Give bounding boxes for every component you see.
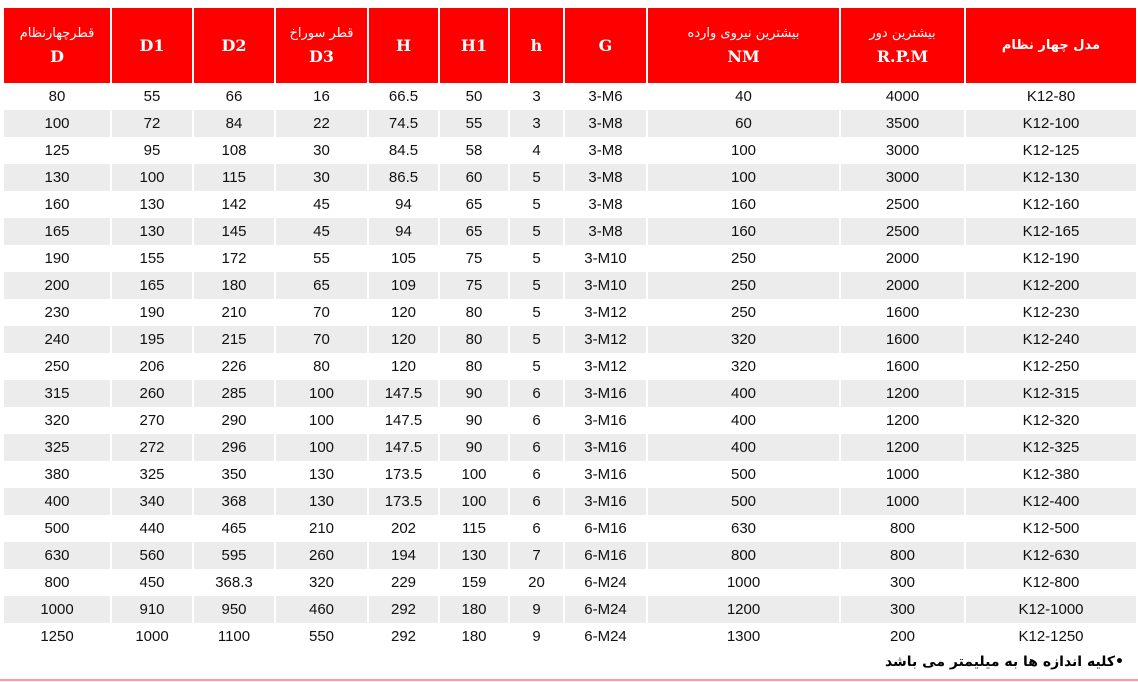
- cell-d: 400: [4, 488, 111, 515]
- cell-d: 165: [4, 218, 111, 245]
- table-body: [4, 83, 1136, 650]
- table-row: [4, 164, 1136, 191]
- cell-d2: 108: [193, 137, 275, 164]
- cell-model: K12-320: [965, 407, 1136, 434]
- cell-g: 3-M10: [564, 245, 647, 272]
- cell-rpm: 3000: [840, 137, 965, 164]
- cell-d: 325: [4, 434, 111, 461]
- cell-d3: 22: [275, 110, 368, 137]
- table-row: [4, 218, 1136, 245]
- cell-d2: 180: [193, 272, 275, 299]
- col-header-d-en: D: [50, 46, 64, 66]
- cell-h1: 115: [439, 515, 509, 542]
- cell-d3: 210: [275, 515, 368, 542]
- cell-d3: 70: [275, 326, 368, 353]
- cell-d1: 155: [111, 245, 193, 272]
- col-header-d-fa: قطرچهارنظام: [19, 25, 95, 41]
- cell-h-lower: 9: [509, 623, 564, 650]
- cell-rpm: 2500: [840, 191, 965, 218]
- cell-h1: 90: [439, 434, 509, 461]
- cell-g: 3-M16: [564, 434, 647, 461]
- cell-d3: 130: [275, 461, 368, 488]
- col-header-h-lower: [509, 8, 564, 83]
- cell-model: K12-1250: [965, 623, 1136, 650]
- cell-h-upper: 173.5: [368, 461, 439, 488]
- cell-rpm: 1000: [840, 488, 965, 515]
- cell-d3: 80: [275, 353, 368, 380]
- cell-d2: 215: [193, 326, 275, 353]
- cell-d3: 16: [275, 83, 368, 110]
- cell-g: 3-M8: [564, 191, 647, 218]
- cell-d1: 130: [111, 218, 193, 245]
- cell-h1: 80: [439, 353, 509, 380]
- cell-rpm: 1600: [840, 353, 965, 380]
- cell-g: 3-M16: [564, 380, 647, 407]
- col-header-nm-fa: بیشترین نیروی وارده: [687, 25, 800, 41]
- cell-h-upper: 105: [368, 245, 439, 272]
- cell-d3: 100: [275, 380, 368, 407]
- cell-d: 230: [44, 304, 70, 321]
- table-row: [4, 407, 1136, 434]
- cell-rpm: 1200: [840, 407, 965, 434]
- cell-d: 800: [44, 574, 70, 591]
- cell-h-upper: 292: [368, 596, 439, 623]
- cell-d1: 130: [111, 191, 193, 218]
- cell-d3: 460: [275, 596, 368, 623]
- cell-g: 3-M16: [564, 488, 647, 515]
- cell-h-upper: 120: [368, 326, 439, 353]
- cell-g: 3-M6: [564, 83, 647, 110]
- cell-d3: 30: [275, 137, 368, 164]
- cell-g: 3-M12: [564, 326, 647, 353]
- cell-d2: 145: [193, 218, 275, 245]
- cell-g: 3-M16: [564, 407, 647, 434]
- table-row: [4, 326, 1136, 353]
- cell-nm: 40: [647, 83, 840, 110]
- cell-d1: 560: [111, 542, 193, 569]
- cell-d: 190: [44, 250, 70, 267]
- cell-h-upper: 84.5: [368, 137, 439, 164]
- bottom-divider: [0, 679, 1138, 681]
- cell-d2: 368.3: [193, 569, 275, 596]
- cell-rpm: 2000: [840, 272, 965, 299]
- cell-g: 6-M24: [564, 596, 647, 623]
- cell-nm: 800: [647, 542, 840, 569]
- cell-h-upper: 120: [368, 299, 439, 326]
- table-row: [4, 623, 1136, 650]
- cell-model: K12-100: [965, 110, 1136, 137]
- cell-g: 3-M8: [564, 137, 647, 164]
- cell-rpm: 1200: [840, 380, 965, 407]
- cell-nm: 100: [647, 164, 840, 191]
- cell-d1: 270: [111, 407, 193, 434]
- cell-rpm: 1600: [840, 326, 965, 353]
- cell-rpm: 2500: [840, 218, 965, 245]
- table-row: [4, 83, 1136, 110]
- cell-d2: 350: [193, 461, 275, 488]
- cell-model: K12-130: [965, 164, 1136, 191]
- cell-d: 380: [44, 466, 70, 483]
- cell-d3: 45: [275, 191, 368, 218]
- col-header-d3-en: D3: [308, 46, 334, 66]
- cell-h-lower: 6: [509, 461, 564, 488]
- col-header-d1: [111, 8, 193, 83]
- cell-model: K12-800: [965, 569, 1136, 596]
- cell-d: 100: [4, 110, 111, 137]
- cell-d1: 165: [111, 272, 193, 299]
- table-row: [4, 191, 1136, 218]
- cell-d3: 30: [275, 164, 368, 191]
- cell-nm: 160: [647, 218, 840, 245]
- cell-nm: 400: [647, 434, 840, 461]
- cell-h1: 90: [439, 407, 509, 434]
- col-header-g-label: G: [598, 36, 613, 55]
- cell-h1: 60: [439, 164, 509, 191]
- cell-d2: 285: [193, 380, 275, 407]
- cell-d3: 55: [275, 245, 368, 272]
- cell-h-upper: 202: [368, 515, 439, 542]
- cell-h1: 180: [439, 623, 509, 650]
- cell-nm: 60: [647, 110, 840, 137]
- cell-nm: 100: [647, 137, 840, 164]
- cell-d2: 1100: [193, 623, 275, 650]
- table-row: [4, 299, 1136, 326]
- cell-d1: 340: [111, 488, 193, 515]
- cell-d2: 290: [193, 407, 275, 434]
- cell-model: K12-400: [965, 488, 1136, 515]
- cell-rpm: 1600: [840, 299, 965, 326]
- cell-d2: 595: [193, 542, 275, 569]
- cell-h-upper: 173.5: [368, 488, 439, 515]
- cell-h-lower: 5: [509, 245, 564, 272]
- cell-d3: 260: [275, 542, 368, 569]
- cell-model: K12-250: [965, 353, 1136, 380]
- cell-d1: 55: [111, 83, 193, 110]
- cell-h1: 100: [439, 488, 509, 515]
- cell-h1: 80: [439, 299, 509, 326]
- cell-d2: 950: [193, 596, 275, 623]
- cell-nm: 500: [647, 461, 840, 488]
- cell-h-lower: 6: [509, 515, 564, 542]
- cell-model: K12-160: [965, 191, 1136, 218]
- cell-h1: 65: [439, 218, 509, 245]
- cell-rpm: 2000: [840, 245, 965, 272]
- table-row: [4, 245, 1136, 272]
- table-row: [4, 434, 1136, 461]
- col-header-h-lower-label: h: [530, 36, 543, 55]
- cell-g: 3-M16: [564, 461, 647, 488]
- col-header-d3-fa: قطر سوراخ: [289, 25, 354, 41]
- cell-h1: 65: [439, 191, 509, 218]
- cell-h-upper: 229: [368, 569, 439, 596]
- cell-d2: 142: [193, 191, 275, 218]
- cell-d2: 172: [193, 245, 275, 272]
- cell-d3: 320: [275, 569, 368, 596]
- cell-nm: 500: [647, 488, 840, 515]
- cell-d1: 450: [111, 569, 193, 596]
- col-header-d2: [193, 8, 275, 83]
- cell-rpm: 4000: [840, 83, 965, 110]
- cell-h1: 90: [439, 380, 509, 407]
- cell-rpm: 3500: [840, 110, 965, 137]
- cell-d3: 70: [275, 299, 368, 326]
- cell-d: 130: [4, 164, 111, 191]
- cell-model: K12-630: [965, 542, 1136, 569]
- cell-d: 320: [44, 412, 70, 429]
- cell-model: K12-315: [965, 380, 1136, 407]
- cell-h-upper: 147.5: [368, 434, 439, 461]
- cell-g: 6-M24: [564, 623, 647, 650]
- cell-d: 1250: [40, 628, 74, 645]
- col-header-nm: [647, 8, 840, 83]
- cell-nm: 1000: [647, 569, 840, 596]
- col-header-rpm-fa: بیشترین دور: [869, 25, 936, 41]
- table-row: [4, 353, 1136, 380]
- table-row: [4, 515, 1136, 542]
- cell-h-upper: 86.5: [368, 164, 439, 191]
- table-row: [4, 542, 1136, 569]
- cell-h-lower: 6: [509, 380, 564, 407]
- cell-model: K12-165: [965, 218, 1136, 245]
- cell-d2: 66: [193, 83, 275, 110]
- cell-h-lower: 5: [509, 326, 564, 353]
- cell-nm: 1300: [647, 623, 840, 650]
- cell-d3: 100: [275, 407, 368, 434]
- cell-d: 160: [44, 196, 70, 213]
- cell-nm: 160: [647, 191, 840, 218]
- col-header-d1-label: D1: [139, 36, 165, 55]
- cell-d: 250: [44, 358, 70, 375]
- cell-h1: 75: [439, 245, 509, 272]
- table-row: [4, 596, 1136, 623]
- col-header-model: [965, 8, 1136, 83]
- cell-nm: 250: [647, 272, 840, 299]
- cell-d2: 368: [193, 488, 275, 515]
- cell-model: K12-240: [965, 326, 1136, 353]
- cell-h-lower: 20: [509, 569, 564, 596]
- cell-d: 500: [44, 520, 70, 537]
- col-header-h1-label: H1: [460, 36, 488, 55]
- cell-h-lower: 5: [509, 164, 564, 191]
- cell-d: 125: [44, 142, 70, 159]
- table-row: [4, 272, 1136, 299]
- cell-d2: 115: [193, 164, 275, 191]
- table-row: [4, 380, 1136, 407]
- cell-h-lower: 5: [509, 218, 564, 245]
- cell-g: 3-M8: [564, 110, 647, 137]
- cell-nm: 320: [647, 353, 840, 380]
- cell-h-upper: 94: [368, 191, 439, 218]
- cell-g: 3-M8: [564, 164, 647, 191]
- cell-nm: 400: [647, 407, 840, 434]
- col-header-h-upper: [368, 8, 439, 83]
- cell-rpm: 200: [840, 623, 965, 650]
- cell-h-upper: 147.5: [368, 380, 439, 407]
- cell-g: 3-M8: [564, 218, 647, 245]
- col-header-d2-label: D2: [221, 36, 247, 55]
- cell-d2: 465: [193, 515, 275, 542]
- cell-h-lower: 3: [509, 83, 564, 110]
- cell-rpm: 1000: [840, 461, 965, 488]
- cell-d1: 910: [111, 596, 193, 623]
- cell-h-upper: 109: [368, 272, 439, 299]
- cell-model: K12-190: [965, 245, 1136, 272]
- col-header-g: [564, 8, 647, 83]
- cell-d: 240: [4, 326, 111, 353]
- cell-h-lower: 5: [509, 272, 564, 299]
- cell-h1: 130: [439, 542, 509, 569]
- cell-h1: 75: [439, 272, 509, 299]
- cell-d1: 325: [111, 461, 193, 488]
- cell-d1: 190: [111, 299, 193, 326]
- cell-h-upper: 147.5: [368, 407, 439, 434]
- cell-d3: 45: [275, 218, 368, 245]
- cell-d3: 130: [275, 488, 368, 515]
- cell-d: 315: [4, 380, 111, 407]
- cell-d1: 95: [111, 137, 193, 164]
- cell-rpm: 1200: [840, 434, 965, 461]
- cell-g: 6-M16: [564, 542, 647, 569]
- cell-h-upper: 74.5: [368, 110, 439, 137]
- cell-h-lower: 6: [509, 488, 564, 515]
- cell-h1: 80: [439, 326, 509, 353]
- cell-model: K12-325: [965, 434, 1136, 461]
- cell-model: K12-230: [965, 299, 1136, 326]
- chuck-spec-table: [4, 8, 1136, 650]
- cell-d1: 1000: [111, 623, 193, 650]
- cell-model: K12-380: [965, 461, 1136, 488]
- col-header-h1: [439, 8, 509, 83]
- cell-h-lower: 3: [509, 110, 564, 137]
- cell-nm: 250: [647, 245, 840, 272]
- col-header-model-fa: مدل چهار نظام: [1001, 38, 1101, 53]
- cell-g: 3-M10: [564, 272, 647, 299]
- cell-d1: 260: [111, 380, 193, 407]
- cell-nm: 1200: [647, 596, 840, 623]
- table-row: [4, 488, 1136, 515]
- col-header-h-upper-label: H: [395, 36, 412, 55]
- cell-model: K12-1000: [965, 596, 1136, 623]
- cell-d3: 550: [275, 623, 368, 650]
- col-header-rpm: [840, 8, 965, 83]
- cell-d1: 72: [111, 110, 193, 137]
- col-header-d3: [275, 8, 368, 83]
- cell-d1: 440: [111, 515, 193, 542]
- cell-nm: 630: [647, 515, 840, 542]
- cell-g: 6-M16: [564, 515, 647, 542]
- cell-h-lower: 6: [509, 434, 564, 461]
- cell-h-lower: 5: [509, 299, 564, 326]
- cell-h-lower: 7: [509, 542, 564, 569]
- cell-g: 6-M24: [564, 569, 647, 596]
- cell-d1: 100: [111, 164, 193, 191]
- cell-d: 80: [48, 88, 66, 105]
- cell-h-upper: 66.5: [368, 83, 439, 110]
- cell-h1: 100: [439, 461, 509, 488]
- cell-h-lower: 6: [509, 407, 564, 434]
- cell-h-upper: 120: [368, 353, 439, 380]
- cell-d1: 272: [111, 434, 193, 461]
- cell-rpm: 3000: [840, 164, 965, 191]
- cell-h-lower: 5: [509, 353, 564, 380]
- table-row: [4, 110, 1136, 137]
- cell-model: K12-500: [965, 515, 1136, 542]
- cell-g: 3-M12: [564, 299, 647, 326]
- table-row: [4, 569, 1136, 596]
- cell-d2: 226: [193, 353, 275, 380]
- cell-h1: 159: [439, 569, 509, 596]
- table-row: [4, 461, 1136, 488]
- cell-model: K12-200: [965, 272, 1136, 299]
- table-row: [4, 137, 1136, 164]
- cell-h1: 55: [439, 110, 509, 137]
- cell-nm: 250: [647, 299, 840, 326]
- cell-d: 630: [4, 542, 111, 569]
- cell-h-lower: 4: [509, 137, 564, 164]
- header-row: [4, 8, 1136, 83]
- col-header-nm-en: NM: [727, 46, 760, 66]
- cell-h1: 58: [439, 137, 509, 164]
- cell-d2: 296: [193, 434, 275, 461]
- cell-nm: 400: [647, 380, 840, 407]
- cell-rpm: 800: [840, 542, 965, 569]
- cell-d3: 100: [275, 434, 368, 461]
- cell-g: 3-M12: [564, 353, 647, 380]
- cell-d2: 210: [193, 299, 275, 326]
- cell-h-upper: 292: [368, 623, 439, 650]
- cell-h1: 50: [439, 83, 509, 110]
- cell-h-lower: 5: [509, 191, 564, 218]
- col-header-d: [4, 8, 111, 83]
- cell-d1: 206: [111, 353, 193, 380]
- cell-h-lower: 9: [509, 596, 564, 623]
- cell-h1: 180: [439, 596, 509, 623]
- cell-h-upper: 94: [368, 218, 439, 245]
- cell-d3: 65: [275, 272, 368, 299]
- cell-nm: 320: [647, 326, 840, 353]
- cell-d2: 84: [193, 110, 275, 137]
- col-header-rpm-en: R.P.M: [876, 46, 929, 66]
- cell-rpm: 800: [840, 515, 965, 542]
- cell-model: K12-80: [965, 83, 1136, 110]
- cell-h-upper: 194: [368, 542, 439, 569]
- cell-rpm: 300: [840, 596, 965, 623]
- cell-model: K12-125: [965, 137, 1136, 164]
- cell-d1: 195: [111, 326, 193, 353]
- cell-rpm: 300: [840, 569, 965, 596]
- cell-d: 200: [4, 272, 111, 299]
- footnote: •کلیه اندازه ها به میلیمتر می باشد: [884, 654, 1124, 670]
- cell-d: 1000: [4, 596, 111, 623]
